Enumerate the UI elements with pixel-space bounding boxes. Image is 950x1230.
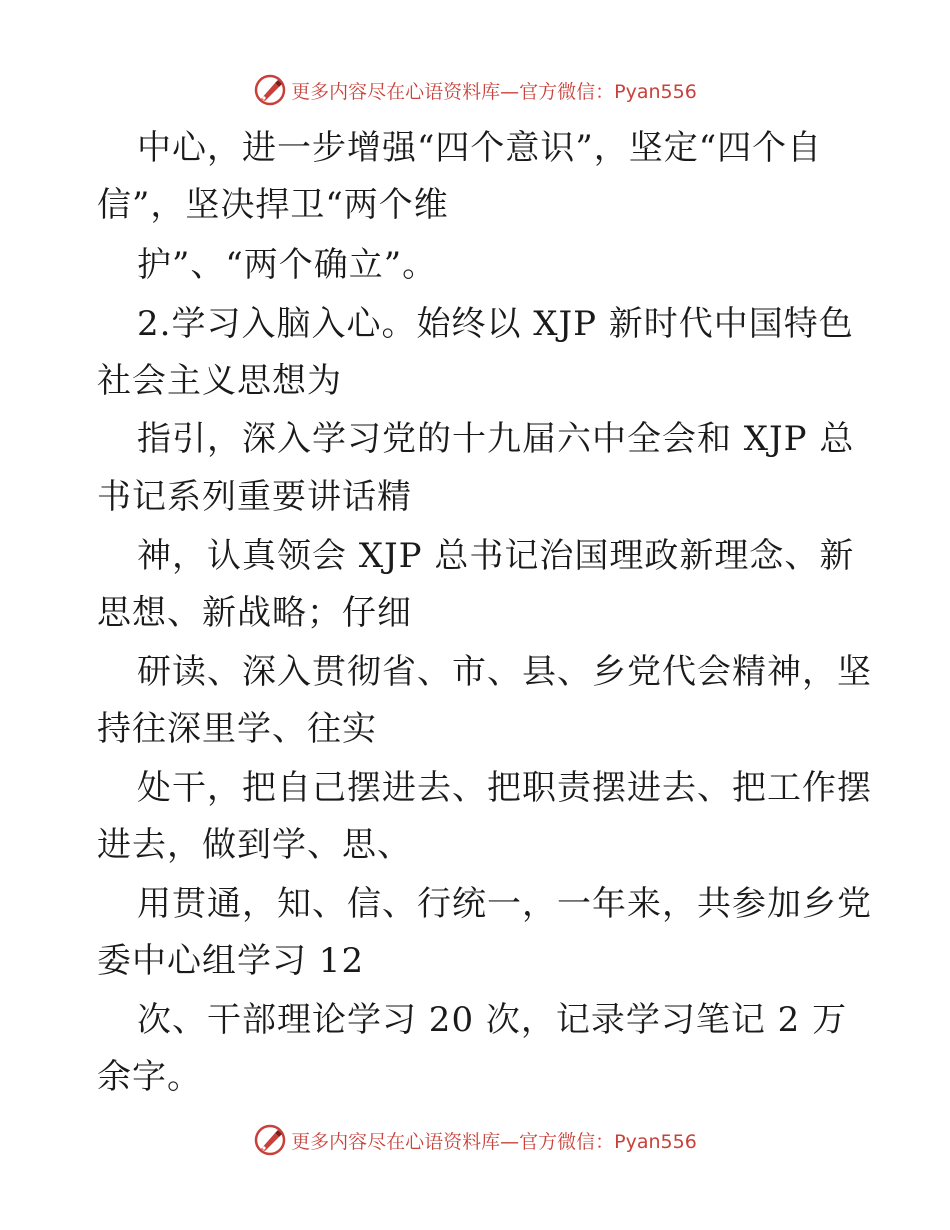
pen-nib-logo-icon <box>253 73 287 107</box>
body-line: 持往深里学、往实 <box>97 709 377 749</box>
body-line: 护”、“两个确立”。 <box>137 245 438 285</box>
body-line: 神，认真领会 XJP 总书记治国理政新理念、新 <box>137 536 855 576</box>
body-line: 社会主义思想为 <box>97 361 342 401</box>
body-line: 余字。 <box>97 1057 202 1097</box>
body-line: 中心，进一步增强“四个意识”，坚定“四个自 <box>137 128 823 168</box>
body-line: 用贯通，知、信、行统一，一年来，共参加乡党 <box>137 884 872 924</box>
body-line: 进去，做到学、思、 <box>97 825 412 865</box>
body-line: 委中心组学习 12 <box>97 941 365 981</box>
body-line: 指引，深入学习党的十九届六中全会和 XJP 总 <box>137 419 855 459</box>
body-line: 2.学习入脑入心。始终以 XJP 新时代中国特色 <box>137 304 854 344</box>
footer-banner <box>0 1120 950 1160</box>
body-line: 书记系列重要讲话精 <box>97 477 412 517</box>
body-line: 次、干部理论学习 20 次，记录学习笔记 2 万 <box>137 1000 848 1040</box>
header-banner <box>0 70 950 110</box>
body-line: 思想、新战略；仔细 <box>97 593 412 633</box>
pen-nib-logo-icon <box>253 1123 287 1157</box>
body-line: 处干，把自己摆进去、把职责摆进去、把工作摆 <box>137 768 872 808</box>
footer-banner-text: 更多内容尽在心语资料库—官方微信：Pyan556 <box>291 1130 697 1153</box>
header-banner-text: 更多内容尽在心语资料库—官方微信：Pyan556 <box>291 80 697 103</box>
body-line: 信”，坚决捍卫“两个维 <box>97 185 449 225</box>
body-line: 研读、深入贯彻省、市、县、乡党代会精神，坚 <box>137 652 872 692</box>
